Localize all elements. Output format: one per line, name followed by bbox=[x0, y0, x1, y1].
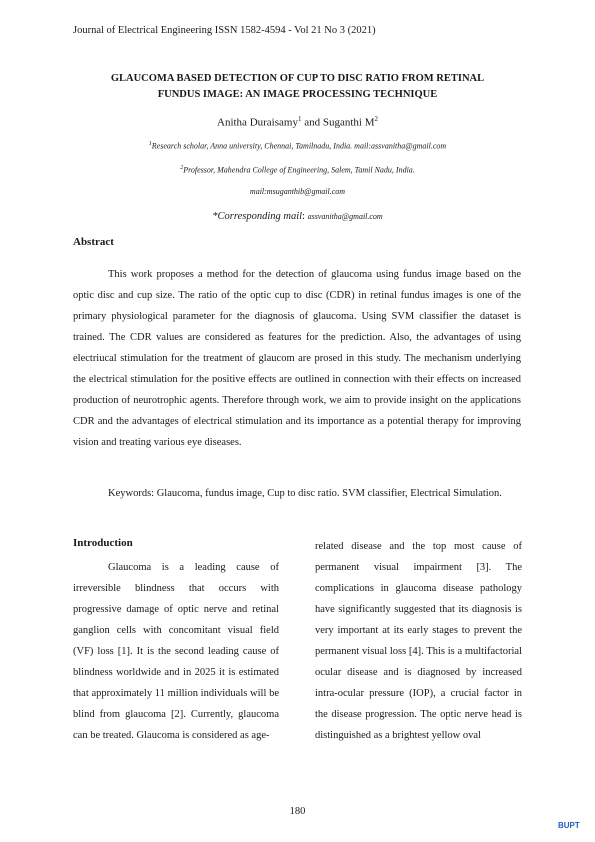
affiliation-2 bbox=[0, 165, 595, 175]
introduction-right-column: related disease and the top most cause of permanent visual impairment [3]. The complications in glaucoma disease pathology have significantly suggested that its diagnosis is very important at its early stages to prevent the permanent visual loss [4]. This is a multifactorial ocular disease and is diagnosed by increased intra-ocular pressure (IOP), a crucial factor in the disease progression. The optic nerve head is distinguished as a brightest yellow oval bbox=[315, 541, 522, 741]
affiliation-1-text: Research scholar, Anna university, Chennai, Tamilnadu, India. mail:assvanitha@gmail.com bbox=[151, 141, 447, 151]
paper-title-line-2: FUNDUS IMAGE: AN IMAGE PROCESSING TECHNIQUE bbox=[157, 89, 438, 100]
corresponding-colon: : bbox=[302, 211, 308, 222]
introduction-left-column: Glaucoma is a leading cause of irreversible blindness that occurs with progressive damage of optic nerve and retinal ganglion cells with concomitant visual field (VF) loss [1]. It is the second leading cause of blindness worldwide and in 2025 it is estimated that approximately 11 million individuals will be blind from glaucoma [2]. Currently, glaucoma can be treated. Glaucoma is considered as age- bbox=[73, 562, 279, 741]
page-number: 180 bbox=[289, 806, 306, 817]
author-connector: and bbox=[301, 116, 323, 129]
bupt-watermark: BUPT bbox=[558, 821, 580, 830]
affiliation-1 bbox=[0, 141, 595, 151]
abstract-heading: Abstract bbox=[73, 236, 114, 248]
journal-header: Journal of Electrical Engineering ISSN 1582-4594 - Vol 21 No 3 (2021) bbox=[73, 25, 376, 36]
paper-title-line-1: GLAUCOMA BASED DETECTION OF CUP TO DISC RATIO FROM RETINAL bbox=[110, 73, 485, 84]
keywords-paragraph: Keywords: Glaucoma, fundus image, Cup to disc ratio. SVM classifier, Electrical Simulation. bbox=[108, 488, 502, 499]
author-1-name: Anitha Duraisamy bbox=[217, 116, 298, 129]
paper-title bbox=[60, 71, 535, 103]
author-2-name: Suganthi M bbox=[322, 116, 375, 129]
abstract-text: This work proposes a method for the detection of glaucoma using fundus image based on the optic disc and cup size. The ratio of the optic cup to disc (CDR) in retinal fundus images is one of the primary physiological parameter for the diagnosis of glaucoma. Using SVM classifier the dataset is trained. The CDR values are considered as features for the prediction. Also, the advantages of using electriucal stimulation for the treatment of glaucom are prosed in this study. The mechanism underlying the electrical stimulation for the positive effects are outlined in connection with their effects on increased production of neurotrophic agents. Therefore through work, we aim to provide insight on the applications CDR and the advantages of electrical stimulation and its importance as a potential therapy for improving vision and treating various eye diseases. bbox=[73, 269, 521, 448]
author-1-superscript: 1 bbox=[297, 115, 302, 123]
author-2-superscript: 2 bbox=[374, 115, 378, 123]
corresponding-email: assvanitha@gmail.com bbox=[307, 212, 383, 221]
affiliation-2-text: Professor, Mahendra College of Engineering, Salem, Tamil Nadu, India. bbox=[183, 165, 415, 175]
affiliation-2-superscript: 2 bbox=[180, 165, 184, 171]
corresponding-author bbox=[0, 211, 595, 222]
introduction-heading: Introduction bbox=[73, 537, 133, 549]
affiliation-2-mail: mail:msuganthib@gmail.com bbox=[249, 187, 346, 196]
corresponding-label: *Corresponding mail bbox=[212, 211, 303, 222]
author-list bbox=[0, 115, 595, 129]
affiliation-1-superscript: 1 bbox=[148, 141, 152, 147]
